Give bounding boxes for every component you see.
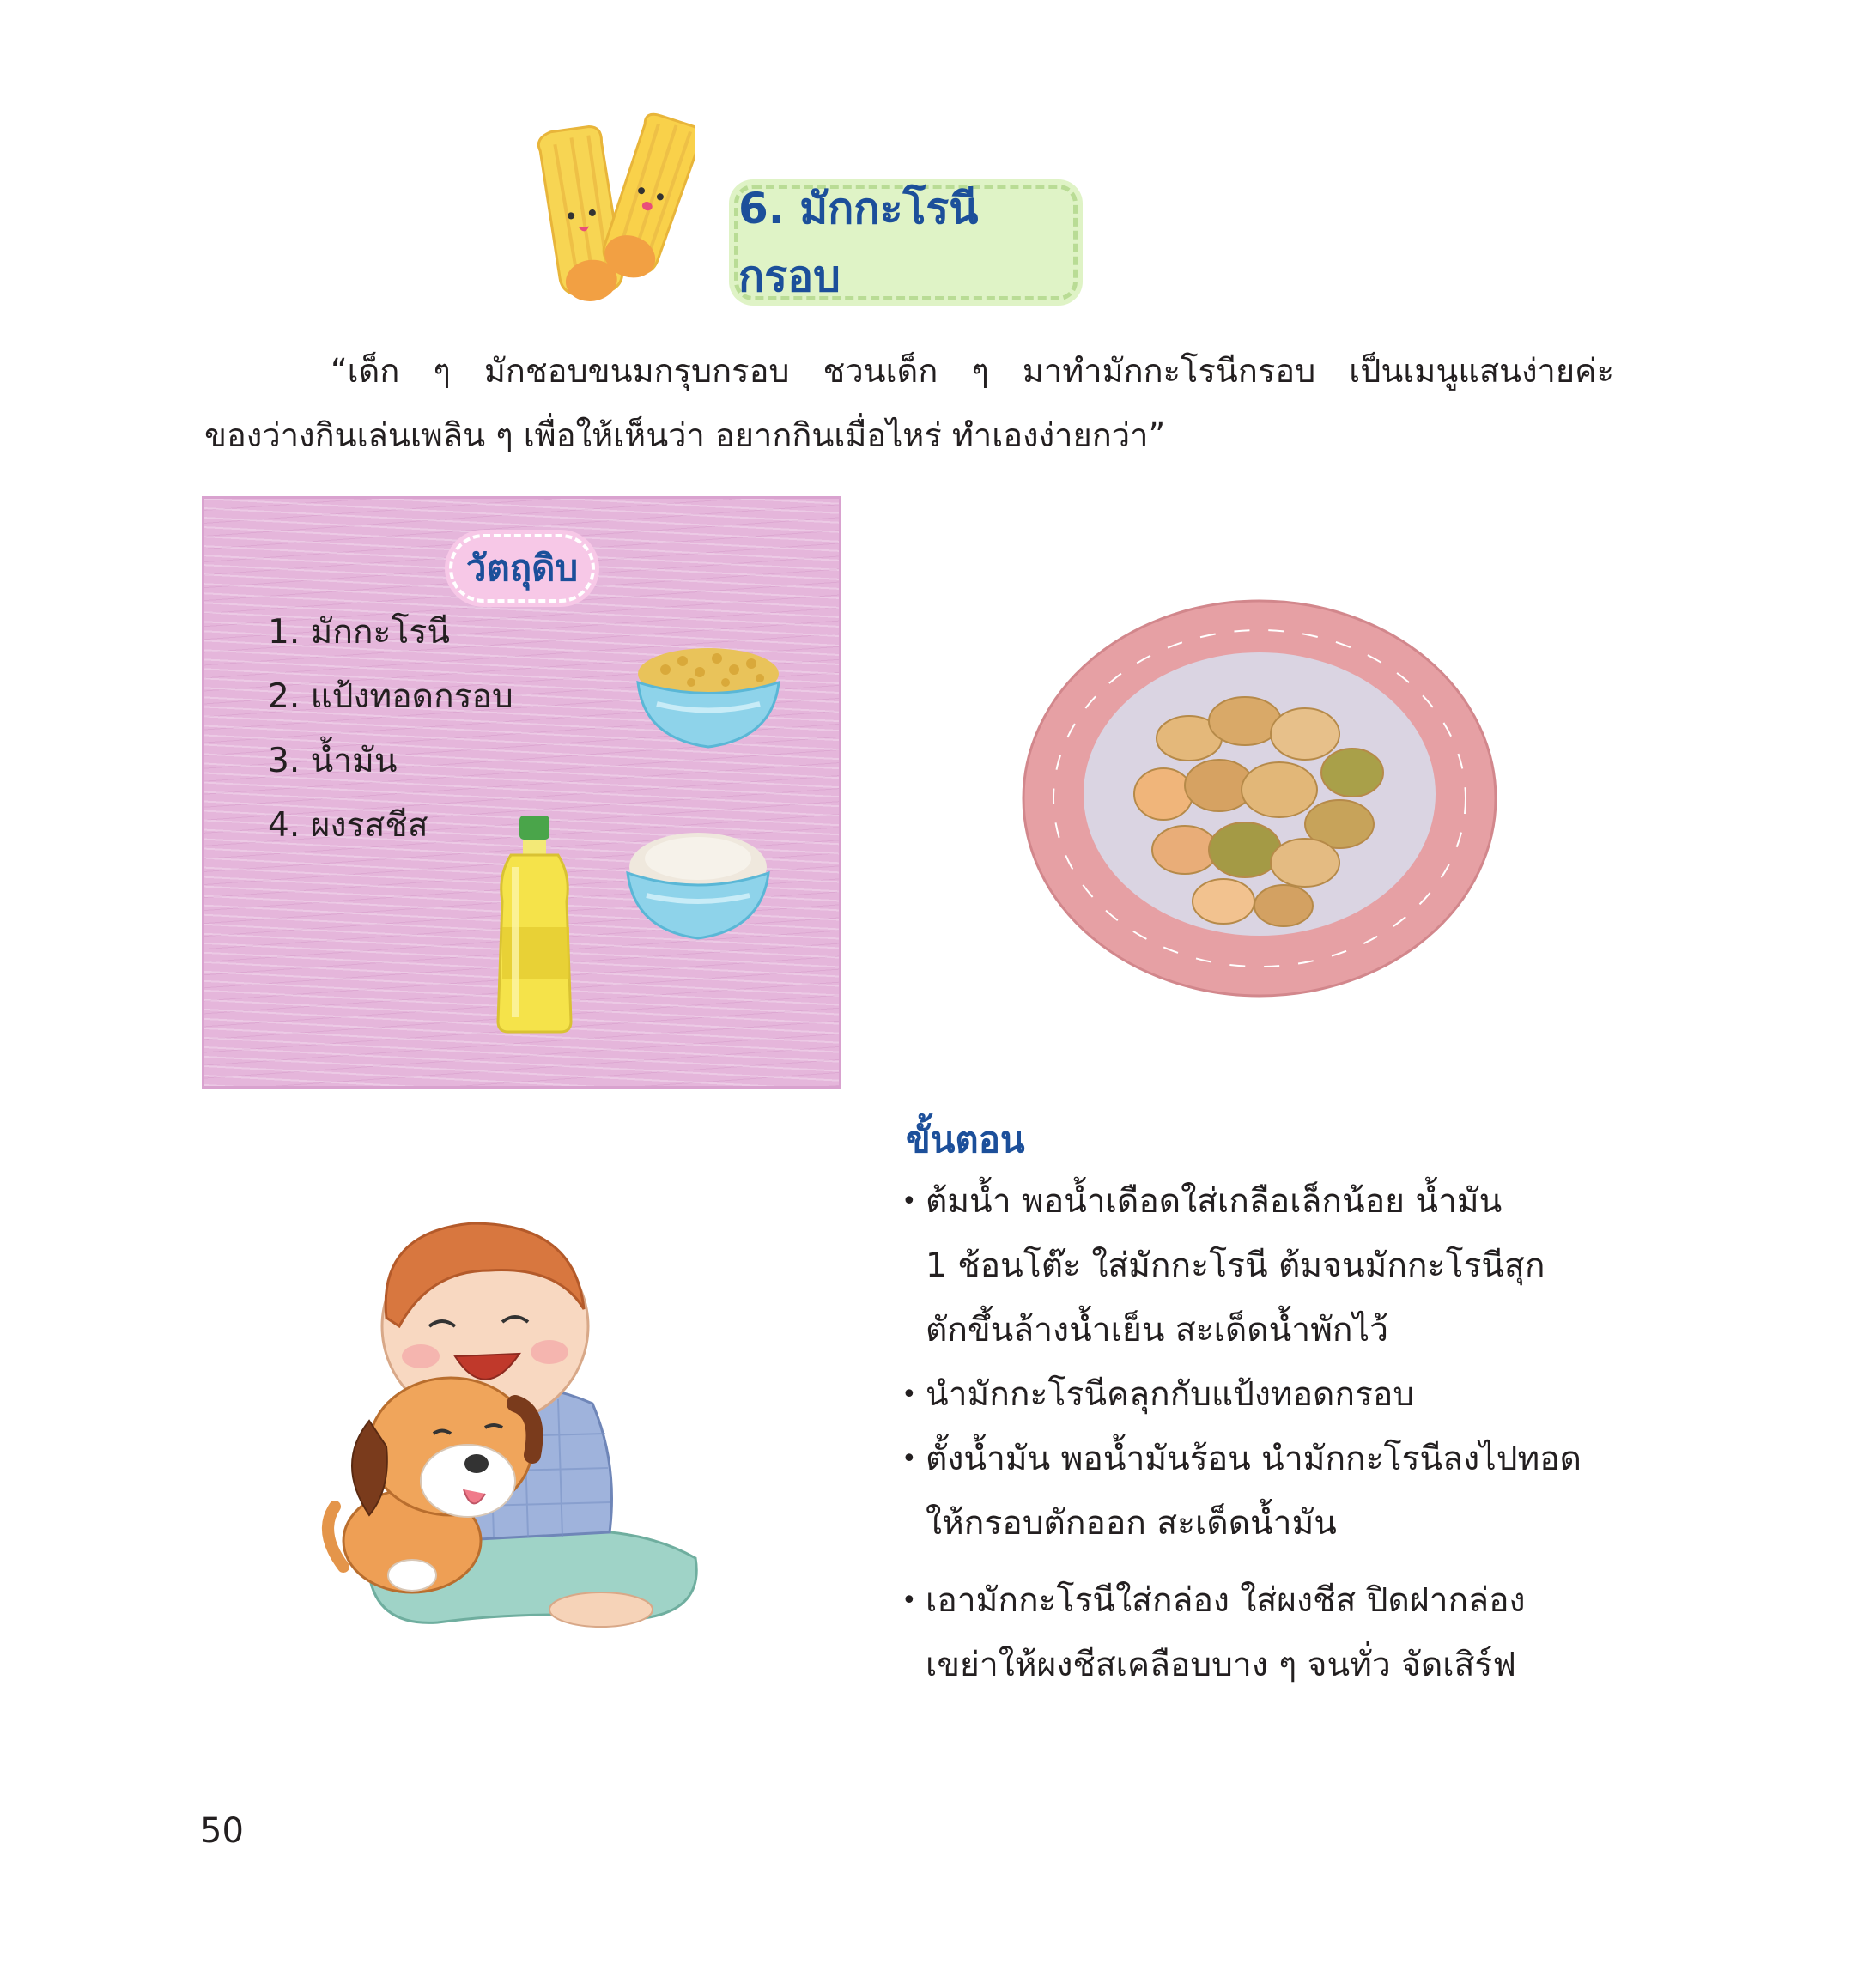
- intro-line-1: “เด็ก ๆ มักชอบขนมกรุบกรอบ ชวนเด็ก ๆ มาทำมักกะโรนีกรอบ เป็นเมนูแสนง่ายค่ะ: [331, 352, 1614, 390]
- intro-line-2: ของว่างกินเล่นเพลิน ๆ เพื่อให้เห็นว่า อยากกินเมื่อไหร่ ทำเองง่ายกว่า”: [204, 416, 1166, 454]
- ingredients-heading-badge: [449, 534, 595, 603]
- ingredient-item: 2. แป้งทอดกรอบ: [268, 677, 513, 716]
- bullet: •: [902, 1186, 917, 1216]
- oil-bottle-icon: [485, 816, 584, 1034]
- bullet: •: [902, 1444, 917, 1474]
- flour-bowl-icon: [622, 820, 773, 944]
- macaroni-bowl-icon: [631, 631, 786, 755]
- steps-heading: ขั้นตอน: [906, 1119, 1025, 1161]
- macaroni-mascot-icon: [532, 112, 695, 318]
- step-item: [902, 1568, 1657, 1697]
- title-badge: [734, 185, 1078, 300]
- step-item: [902, 1362, 1657, 1427]
- step-text: เอามักกะโรนีใส่กล่อง ใส่ผงชีส ปิดฝากล่อง เขย่าให้ผงชีสเคลือบบาง ๆ จนทั่ว จัดเสิร์ฟ: [926, 1581, 1526, 1684]
- crispy-macaroni-plate-icon: [1017, 592, 1503, 1004]
- page-number: 50: [200, 1811, 244, 1851]
- step-item: [902, 1169, 1657, 1362]
- bullet: •: [902, 1380, 917, 1410]
- child-hugging-dog-icon: [318, 1206, 721, 1635]
- ingredient-item: 4. ผงรสชีส: [268, 806, 428, 845]
- ingredient-item: 3. น้ำมัน: [268, 742, 398, 780]
- step-text: ต้มน้ำ พอน้ำเดือดใส่เกลือเล็กน้อย น้ำมัน 1 ช้อนโต๊ะ ใส่มักกะโรนี ต้มจนมักกะโรนีสุก ตักขึ้นล้างน้ำเย็น สะเด็ดน้ำพักไว้: [926, 1182, 1545, 1349]
- page-title: 6. มักกะโรนีกรอบ: [738, 183, 979, 301]
- ingredient-item: 1. มักกะโรนี: [268, 613, 451, 652]
- step-item: [902, 1427, 1657, 1556]
- step-text: นำมักกะโรนีคลุกกับแป้งทอดกรอบ: [926, 1375, 1415, 1414]
- bullet: •: [902, 1586, 917, 1616]
- step-text: ตั้งน้ำมัน พอน้ำมันร้อน นำมักกะโรนีลงไปทอด ให้กรอบตักออก สะเด็ดน้ำมัน: [926, 1440, 1582, 1543]
- ingredients-heading: วัตถุดิบ: [465, 547, 579, 589]
